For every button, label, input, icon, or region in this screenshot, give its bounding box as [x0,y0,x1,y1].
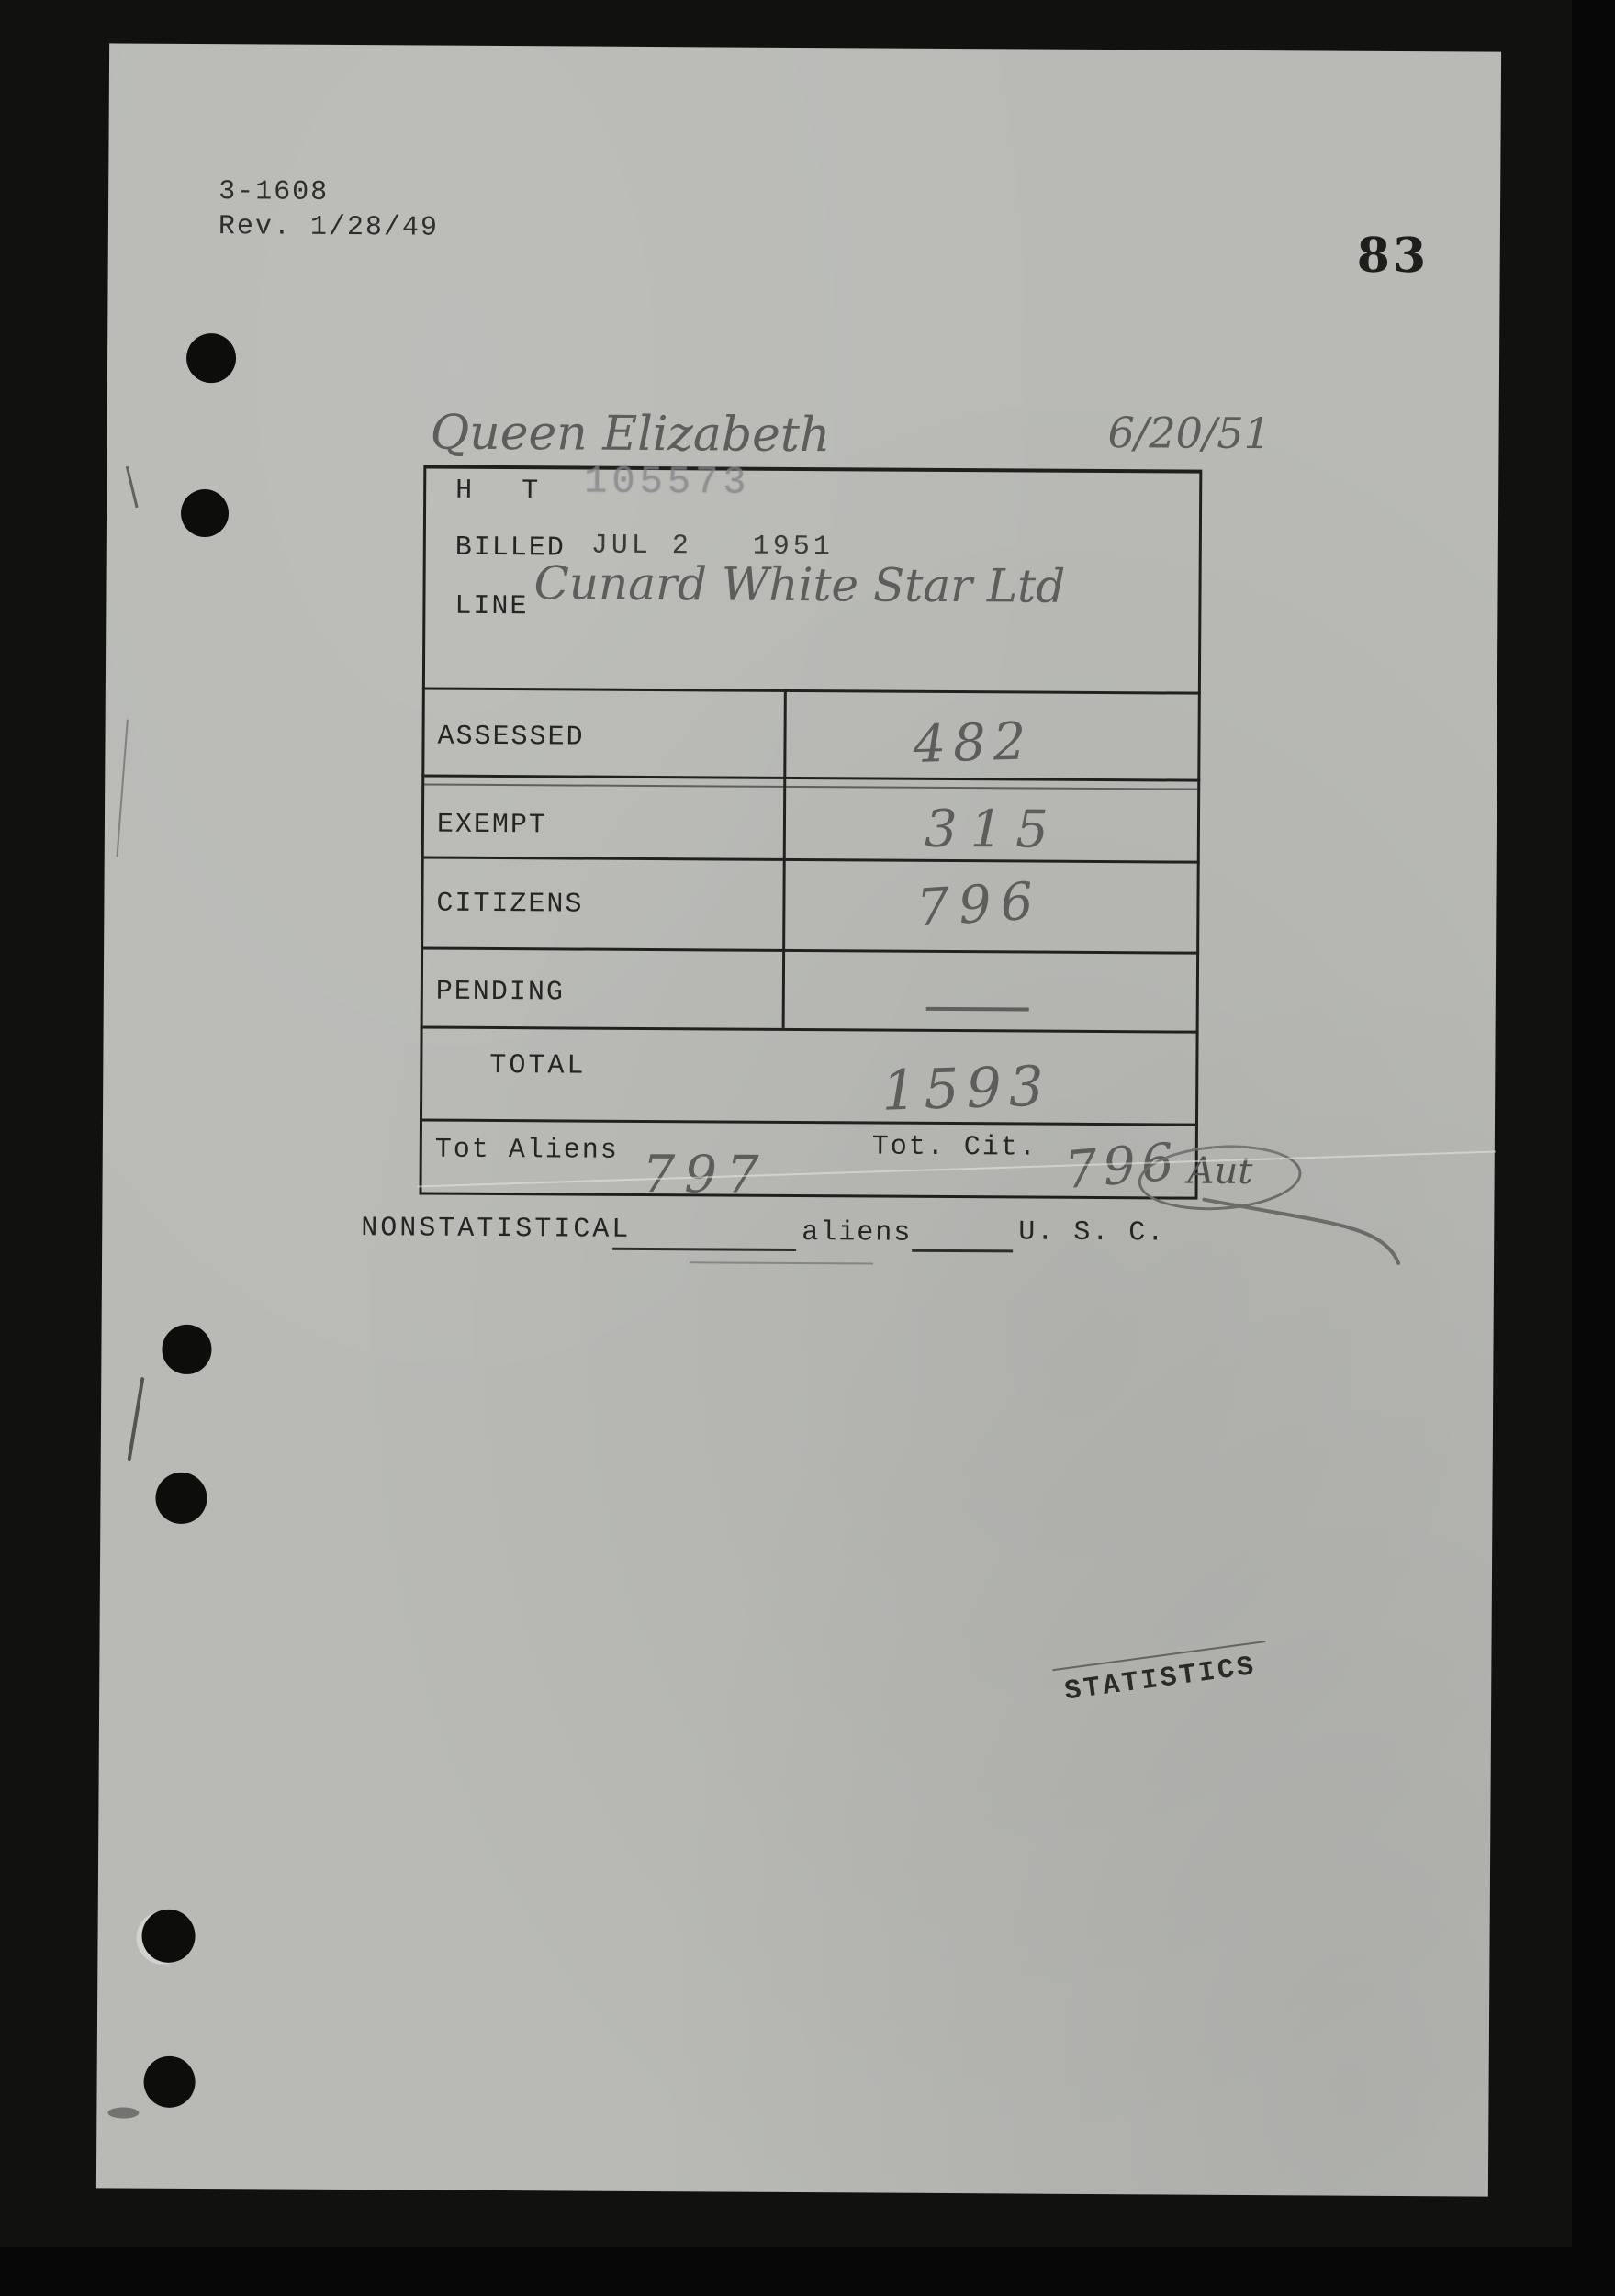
blank-underline [612,1248,796,1251]
nonstatistical-label: NONSTATISTICAL [361,1213,632,1246]
row-label-exempt: EXEMPT [436,809,548,842]
annotation-handwritten: Aut [1187,1149,1253,1193]
form-number: 3-1608 [219,176,330,208]
statistics-stamp [1052,1641,1271,1711]
row-value-exempt: 315 [924,799,1062,860]
row-value-assessed: 482 [912,711,1035,776]
total-value: 1593 [880,1054,1052,1124]
ht-number-stamp: 105573 [584,459,751,505]
billed-date-stamp: JUL 2 1951 [590,530,834,564]
punch-hole [186,333,236,383]
blank-underline [912,1249,1013,1253]
punch-hole [141,1910,195,1963]
page-number: 83 [1356,227,1430,285]
tot-cit-value: 796 [1062,1132,1183,1202]
form-revision: Rev. 1/28/49 [218,211,440,244]
tot-aliens-label: Tot Aliens [434,1134,619,1167]
pen-scratch-mark [128,1377,145,1461]
tot-cit-label: Tot. Cit. [871,1131,1037,1164]
pending-dash-mark [926,1007,1029,1012]
punch-hole [162,1325,211,1374]
edge-crack-mark [126,466,139,508]
edge-crack-mark [117,720,129,857]
voyage-date-handwritten: 6/20/51 [1107,408,1272,459]
row-label-citizens: CITIZENS [436,888,584,921]
total-label: TOTAL [489,1049,587,1082]
vessel-name-handwritten: Queen Elizabeth [430,405,831,464]
paper-sheet [96,43,1501,2196]
ink-smudge [107,2107,139,2118]
usc-label: U. S. C. [1018,1216,1166,1249]
statistics-stamp-text: STATISTICS [1062,1651,1259,1708]
tot-aliens-value: 797 [642,1144,768,1205]
row-value-citizens: 796 [914,870,1045,939]
row-label-pending: PENDING [435,976,565,1009]
line-value-handwritten: Cunard White Star Ltd [533,556,1066,613]
row-label-assessed: ASSESSED [437,721,585,754]
blank-underline-ghost [690,1261,873,1264]
punch-hole [155,1473,207,1524]
ht-label: H T [455,475,555,508]
billed-label: BILLED [454,532,566,565]
punch-hole [143,2056,195,2108]
line-label: LINE [454,590,529,623]
punch-hole [181,489,229,537]
aliens-label: aliens [802,1217,913,1249]
